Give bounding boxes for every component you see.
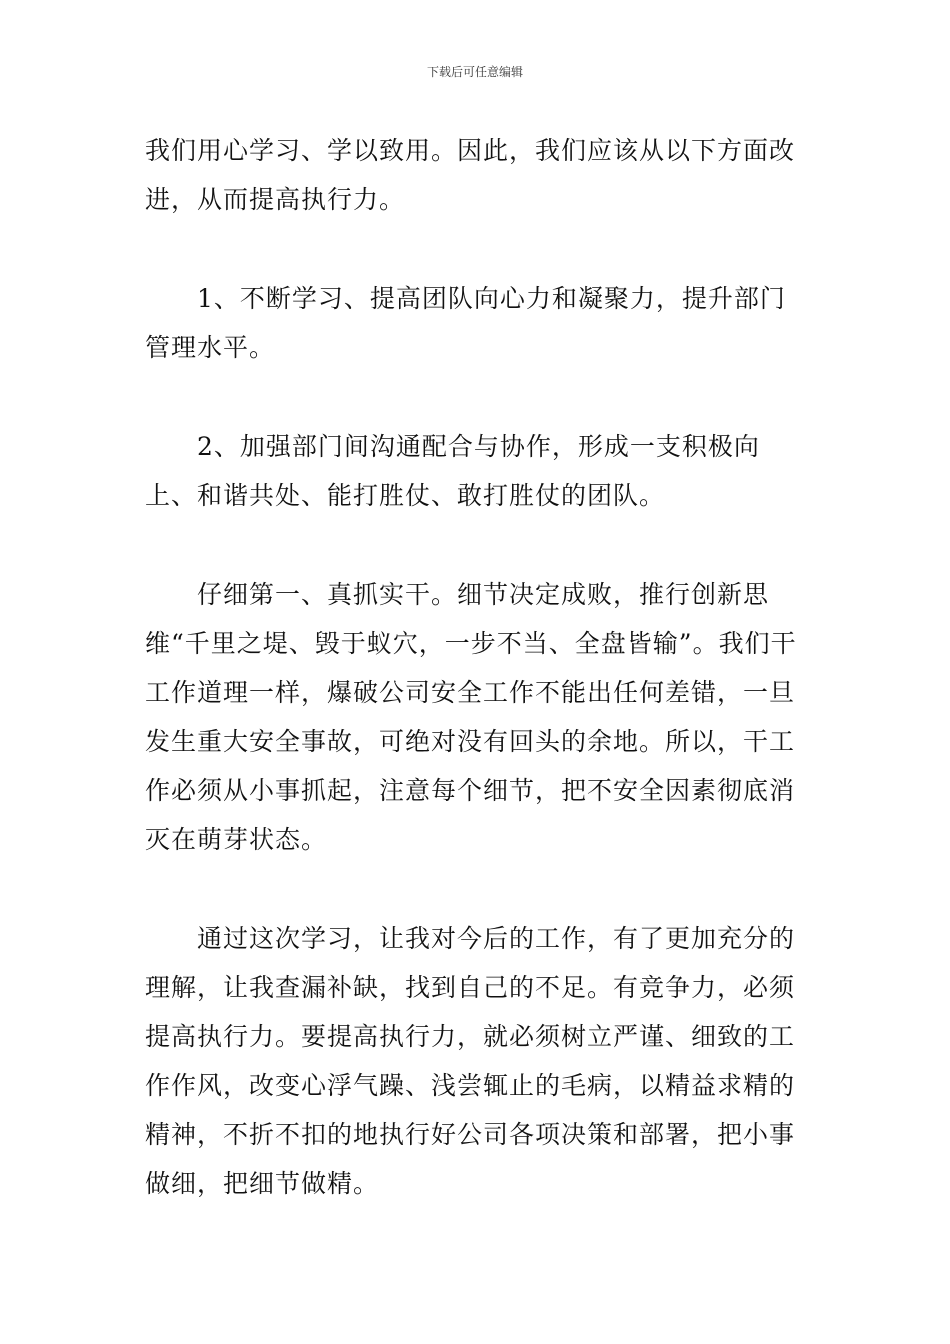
document-body xyxy=(145,126,810,1208)
paragraph-intro: 我们用心学习、学以致用。因此，我们应该从以下方面改进，从而提高执行力。 xyxy=(145,136,796,214)
paragraph-item-1: 1、不断学习、提高团队向心力和凝聚力，提升部门管理水平。 xyxy=(145,284,786,362)
paragraph-detail: 仔细第一、真抓实干。细节决定成败，推行创新思维“千里之堤、毁于蚁穴，一步不当、全盘皆输”。我们干工作道理一样，爆破公司安全工作不能出任何差错，一旦发生重大安全事故，可绝对没有回头的余地。所以，干工作必须从小事抓起，注意每个细节，把不安全因素彻底消灭在萌芽状态。 xyxy=(145,580,797,854)
page-header: 下载后可任意编辑 xyxy=(426,65,523,79)
paragraph-item-2: 2、加强部门间沟通配合与协作，形成一支积极向上、和谐共处、能打胜仗、敢打胜仗的团队。 xyxy=(145,432,760,510)
paragraph-conclusion: 通过这次学习，让我对今后的工作，有了更加充分的理解，让我查漏补缺，找到自己的不足。有竞争力，必须提高执行力。要提高执行力，就必须树立严谨、细致的工作作风，改变心浮气躁、浅尝辄止的毛病，以精益求精的精神，不折不扣的地执行好公司各项决策和部署，把小事做细，把细节做精。 xyxy=(145,924,796,1198)
